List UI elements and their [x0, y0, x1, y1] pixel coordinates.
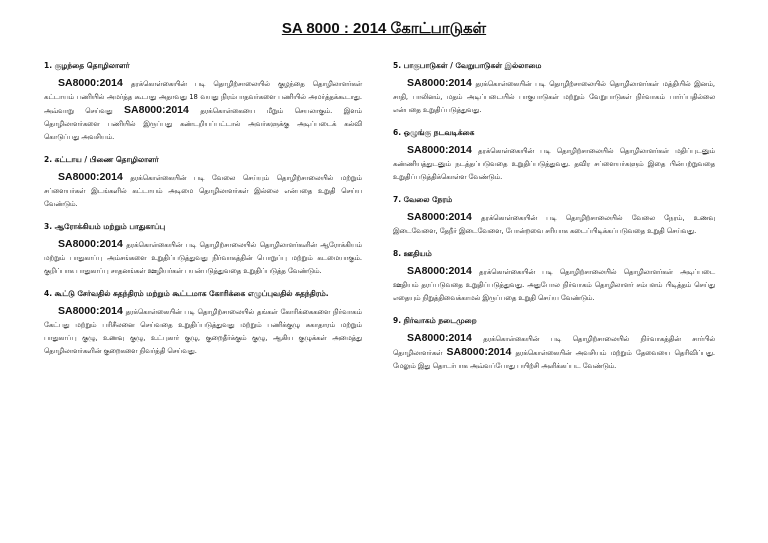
section-remuneration: [393, 248, 715, 305]
section-text: தரக்கொள்கையின் படி தொழிற்சாலையில் தொழிலாளர்கள் அடிப்படை ஊதியம் தரப்படுவதை உறுதிப்படுத்துவது. அதுபோல நிர்வாகம் தொழிலாளர் சம்பளம் பிடித்தம் செய்து எதையும் நிறுத்திவைக்காமல் இருப்பதை உறுதி செய்ய வேண்டும்.: [393, 268, 715, 302]
section-text: தரக்கொள்கையின் படி தொழிற்சாலையில் தொழிலாளர்கள் மத்தியில் இனம், சாதி, பாலினம், மதம் அடிப்படையில் பாகுபாடுகள் மற்றும் வேறுபாடுகள் நிர்வாகம் பார்ப்பதில்லை என்பதை உறுதிப்படுத்துவது.: [393, 80, 715, 114]
section-heading: 4. கூட்டு சேர்வதில் சுதந்திரம் மற்றும் கூட்டமாக கோரிக்கை எழுப்புவதில் சுதந்திரம்.: [44, 289, 329, 298]
section-body: [393, 211, 715, 238]
section-heading: 1. குழந்தை தொழிலாளர்: [44, 61, 130, 70]
section-working-hours: [393, 194, 715, 238]
section-heading: 2. கட்டாய / பிணை தொழிலாளர்: [44, 155, 159, 164]
section-discipline: [393, 127, 715, 184]
right-column: [393, 60, 715, 383]
section-management-system: [393, 315, 715, 373]
section-text: தரக்கொள்கையின் படி தொழிற்சாலையில் வேலை நேரம், உணவு இடைவேளை, தேநீர் இடைவேளை, போன்றவை சரியாக கடைப்பிடிக்கப்படுவதை உறுதி செய்வது.: [393, 214, 715, 235]
section-heading: 8. ஊதியம்: [393, 249, 432, 258]
section-body: [393, 77, 715, 117]
standard-code: SA8000:2014: [58, 305, 123, 317]
left-column: [44, 60, 362, 368]
section-text: தரக்கொள்கையின் படி தொழிற்சாலையில் தொழிலாளர்கள் மதிப்புடனும் கண்ணியத்துடனும் நடத்தப்படுவதை உறுதிப்படுத்துவது. தவிர சப்ளையர்களும் இதை பின்பற்றுவதை உறுதிப்படுத்திக்கொள்ள வேண்டும்.: [393, 147, 715, 181]
section-heading: 6. ஒழுங்கு நடவடிக்கை: [393, 128, 475, 137]
standard-code: SA8000:2014: [58, 77, 123, 89]
section-body: [393, 265, 715, 305]
section-child-labour: [44, 60, 362, 144]
standard-code: SA8000:2014: [407, 211, 472, 223]
standard-code: SA8000:2014: [58, 171, 123, 183]
section-text: தரக்கொள்கையின் படி தொழிற்சாலையில் நிர்வாகத்தின் சார்பில் தொழிலாளர்கள்: [393, 335, 715, 357]
section-heading: 3. ஆரோக்கியம் மற்றும் பாதுகாப்பு: [44, 222, 166, 231]
section-text: தரக்கொள்கையின் படி தொழிற்சாலையில் தொழிலாளர்களின் ஆரோக்கியம் மற்றும் பாதுகாப்பு அம்சங்களை உறுதிப்படுத்துவது நிர்வாகத்தின் பொறுப்பு மற்றும் கடமையாகும். குறிப்பாக பாதுகாப்பு சாதனங்கள் ஊழியர்கள் பயன்படுத்துவதை உறுதிப்படுத்த வேண்டும்.: [44, 241, 362, 275]
page-title: SA 8000 : 2014 கோட்பாடுகள்: [281, 20, 487, 37]
section-text: தரக்கொள்கையின் படி வேலை செய்யும் தொழிற்சாலையில் மற்றும் சப்ளையர்கள் இடங்களில் கட்டாயம் அடிமை தொழிலாளர்கள் இல்லை என்பதை உறுதி செய்ய வேண்டும்.: [44, 174, 362, 208]
standard-code: SA8000:2014: [407, 265, 472, 277]
section-text: தரக்கொள்கையின் படி தொழிற்சாலையில் தங்கள் கோரிக்கைகளை நிர்வாகம் கேட்பது மற்றும் பரிசீலனை செய்வதை உறுதிப்படுத்துவது மற்றும் பணிக்குழு சுகாதாரம் மற்றும் பாதுகாப்பு குழு, உணவு குழு, உட்புகார் குழு, குறைதீர்க்கும் குழு, ஆகிய குழுக்கள் அமைத்து தொழிலாளர்களின் குறைகளை நிவர்த்தி செய்வது.: [44, 308, 362, 355]
section-heading: 5. பாகுபாடுகள் / வேறுபாடுகள் இல்லாமை: [393, 61, 542, 70]
standard-code: SA8000:2014: [58, 238, 123, 250]
section-heading: 9. நிர்வாகம் நடைமுறை: [393, 316, 477, 325]
standard-code: SA8000:2014: [124, 104, 189, 116]
section-freedom-association: [44, 288, 362, 358]
standard-code: SA8000:2014: [407, 332, 472, 344]
section-body: [44, 305, 362, 358]
section-heading: 7. வேலை நேரம்: [393, 195, 453, 204]
section-body: [44, 171, 362, 211]
section-discrimination: [393, 60, 715, 117]
section-forced-labour: [44, 154, 362, 211]
standard-code: SA8000:2014: [446, 346, 512, 358]
section-text: தரக்கொள்கையின் படி தொழிற்சாலையில் குழந்தை தொழிலாளர்கள் கட்டாயம் பணியில் அமர்த்த கூடாது அதாவது 18 வயது நிரம்பாதவர்களை பணியில் அமர்த்தக்கூடாது. அவ்வாறு செய்வது: [44, 80, 362, 115]
section-health-safety: [44, 221, 362, 278]
section-text: தரக்கொள்கையை மீறும் செயலாகும். இளம் தொழிலாளர்களை பணியில் இருப்பது கண்டறியப்பட்டால் அவர்களுக்கு அடிப்படைக் கல்வி கொடுப்பது அவசியம்.: [44, 107, 362, 141]
section-body: [44, 238, 362, 278]
section-text: தரக்கொள்கையின் அவசியம் மற்றும் தேவையை தெரிவிப்பது. மேலும் இது தொடர்பாக அவ்வப்போது பயிற்சி அளிக்கப்பட வேண்டும்.: [393, 349, 715, 370]
section-body: [393, 332, 715, 373]
standard-code: SA8000:2014: [407, 144, 472, 156]
section-body: [393, 144, 715, 184]
section-body: [44, 77, 362, 144]
standard-code: SA8000:2014: [407, 77, 472, 89]
